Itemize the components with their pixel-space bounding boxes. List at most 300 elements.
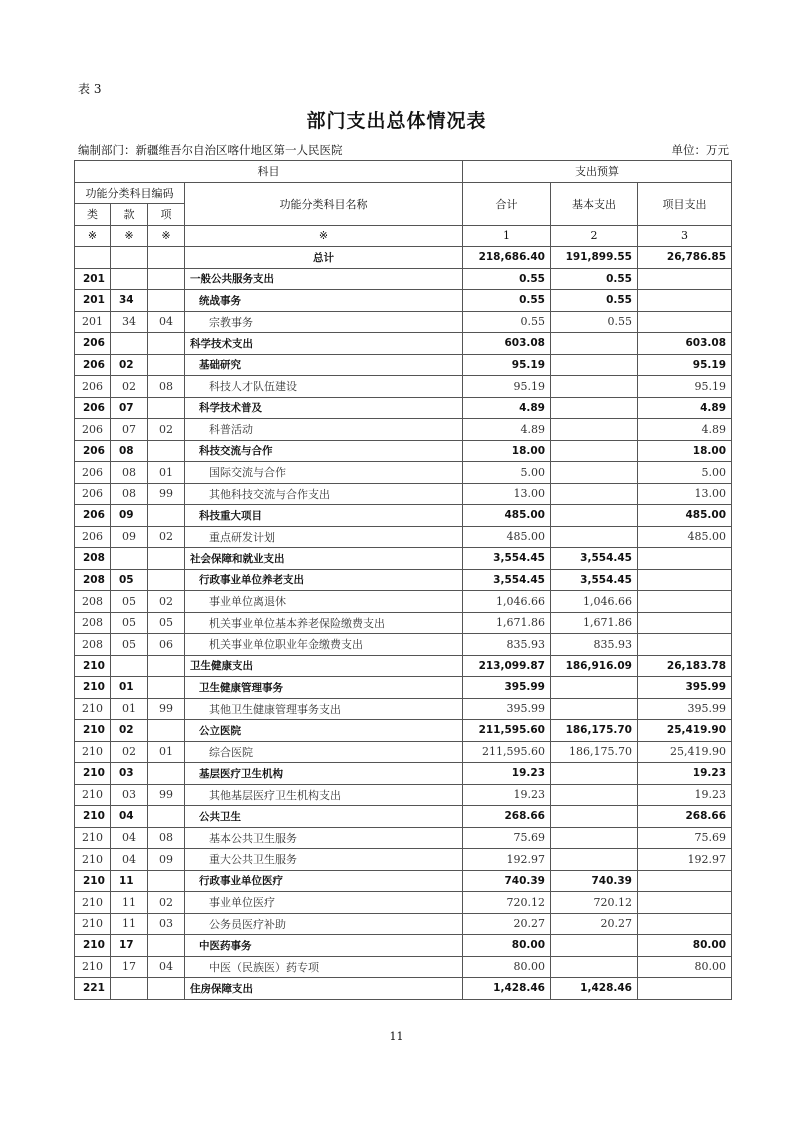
cell-total: 80.00: [463, 956, 551, 978]
cell-project: [638, 913, 732, 935]
org-label: 编制部门：新疆维吾尔自治区喀什地区第一人民医院: [78, 143, 343, 157]
cell-basic: [551, 505, 638, 527]
cell-total: 1,428.46: [463, 978, 551, 1000]
cell-basic: 720.12: [551, 892, 638, 914]
cell-total: 192.97: [463, 849, 551, 871]
cell-kuan: 11: [111, 892, 148, 914]
cell-lei: 210: [75, 677, 111, 699]
cell-basic: [551, 462, 638, 484]
cell-lei: 208: [75, 612, 111, 634]
cell-lei: 206: [75, 526, 111, 548]
cell-xiang: [148, 333, 185, 355]
cell-name: 中医（民族医）药专项: [185, 956, 463, 978]
total-row: [75, 247, 732, 269]
table-row: [75, 677, 732, 699]
cell-basic: 1,671.86: [551, 612, 638, 634]
cell-lei: 208: [75, 569, 111, 591]
cell-project: 4.89: [638, 419, 732, 441]
cell-xiang: [148, 569, 185, 591]
cell-basic: 740.39: [551, 870, 638, 892]
cell-xiang: [148, 655, 185, 677]
cell-lei: 210: [75, 698, 111, 720]
table-row: [75, 483, 732, 505]
cell-lei: 206: [75, 354, 111, 376]
cell-lei: 210: [75, 655, 111, 677]
cell-project: [638, 311, 732, 333]
header-index-3: 3: [638, 225, 732, 247]
cell-lei: 206: [75, 505, 111, 527]
cell-project: 485.00: [638, 526, 732, 548]
cell-lei: 208: [75, 591, 111, 613]
cell-name: 事业单位离退休: [185, 591, 463, 613]
cell-basic: [551, 376, 638, 398]
cell-project: 485.00: [638, 505, 732, 527]
table-row: [75, 290, 732, 312]
cell-xiang: [148, 397, 185, 419]
header-code-group: 功能分类科目编码: [75, 182, 185, 204]
cell-basic: 186,916.09: [551, 655, 638, 677]
cell-project: 395.99: [638, 677, 732, 699]
cell-xiang: 02: [148, 892, 185, 914]
cell-basic: 1,428.46: [551, 978, 638, 1000]
cell-name: 宗教事务: [185, 311, 463, 333]
table-row: [75, 505, 732, 527]
cell-kuan: 34: [111, 290, 148, 312]
cell-name: 科普活动: [185, 419, 463, 441]
cell-project: 80.00: [638, 935, 732, 957]
cell-lei: 206: [75, 440, 111, 462]
cell-total: 211,595.60: [463, 720, 551, 742]
cell-project: 4.89: [638, 397, 732, 419]
cell-total: 3,554.45: [463, 569, 551, 591]
cell-project: 80.00: [638, 956, 732, 978]
cell-kuan: 03: [111, 763, 148, 785]
total-label: 总计: [185, 247, 463, 269]
cell-total: 4.89: [463, 419, 551, 441]
cell-name: 社会保障和就业支出: [185, 548, 463, 570]
cell-kuan: 04: [111, 827, 148, 849]
table-tag: 表 3: [78, 82, 102, 96]
cell-total: 0.55: [463, 290, 551, 312]
cell-name: 公立医院: [185, 720, 463, 742]
cell-kuan: 07: [111, 419, 148, 441]
cell-kuan: [111, 548, 148, 570]
cell-kuan: 11: [111, 870, 148, 892]
cell-basic: 186,175.70: [551, 720, 638, 742]
cell-lei: 210: [75, 741, 111, 763]
cell-total: 3,554.45: [463, 548, 551, 570]
header-lei: 类: [75, 204, 111, 226]
cell-kuan: 05: [111, 591, 148, 613]
cell-kuan: 02: [111, 376, 148, 398]
table-row: [75, 720, 732, 742]
cell-lei: 210: [75, 720, 111, 742]
cell-basic: [551, 849, 638, 871]
cell-lei: 208: [75, 548, 111, 570]
cell-project: 95.19: [638, 376, 732, 398]
cell-total: 740.39: [463, 870, 551, 892]
cell-basic: [551, 935, 638, 957]
cell-kuan: 04: [111, 806, 148, 828]
cell-xiang: [148, 870, 185, 892]
cell-basic: [551, 677, 638, 699]
cell-kuan: 08: [111, 483, 148, 505]
cell-xiang: 04: [148, 956, 185, 978]
cell-xiang: [148, 720, 185, 742]
cell-lei: 210: [75, 935, 111, 957]
cell-basic: [551, 333, 638, 355]
cell-total: 485.00: [463, 505, 551, 527]
cell-kuan: 08: [111, 440, 148, 462]
cell-total: 720.12: [463, 892, 551, 914]
cell-name: 一般公共服务支出: [185, 268, 463, 290]
cell-xiang: 08: [148, 827, 185, 849]
cell-name: 公务员医疗补助: [185, 913, 463, 935]
cell-basic: [551, 354, 638, 376]
cell-name: 卫生健康管理事务: [185, 677, 463, 699]
cell-project: 5.00: [638, 462, 732, 484]
table-row: [75, 892, 732, 914]
table-row: [75, 784, 732, 806]
cell-xiang: [148, 268, 185, 290]
cell-kuan: 02: [111, 354, 148, 376]
cell-project: 95.19: [638, 354, 732, 376]
cell-name: 科技交流与合作: [185, 440, 463, 462]
table-row: [75, 698, 732, 720]
cell-name: 中医药事务: [185, 935, 463, 957]
cell-project: 26,183.78: [638, 655, 732, 677]
table-row: [75, 311, 732, 333]
header-mark: ※: [111, 225, 148, 247]
header-mark: ※: [75, 225, 111, 247]
cell-project: 75.69: [638, 827, 732, 849]
cell-lei: 206: [75, 483, 111, 505]
cell-xiang: [148, 548, 185, 570]
cell-project: 19.23: [638, 784, 732, 806]
cell-basic: [551, 440, 638, 462]
cell-name: 基本公共卫生服务: [185, 827, 463, 849]
cell-kuan: 02: [111, 741, 148, 763]
cell-name: 基层医疗卫生机构: [185, 763, 463, 785]
table-row: [75, 978, 732, 1000]
table-row: [75, 569, 732, 591]
cell-kuan: 09: [111, 526, 148, 548]
table-row: [75, 376, 732, 398]
cell-lei: 210: [75, 806, 111, 828]
cell-lei: 201: [75, 311, 111, 333]
header-project: 项目支出: [638, 182, 732, 225]
cell-project: [638, 290, 732, 312]
cell-basic: 1,046.66: [551, 591, 638, 613]
cell-name: 科学技术普及: [185, 397, 463, 419]
cell-xiang: [148, 354, 185, 376]
cell-xiang: [148, 763, 185, 785]
cell-kuan: 03: [111, 784, 148, 806]
header-subject: 科目: [75, 161, 463, 183]
total-basic: 191,899.55: [551, 247, 638, 269]
cell-project: [638, 634, 732, 656]
cell-xiang: 02: [148, 526, 185, 548]
cell-name: 基础研究: [185, 354, 463, 376]
cell-basic: [551, 784, 638, 806]
cell-project: [638, 892, 732, 914]
cell-project: [638, 569, 732, 591]
cell-total: 1,046.66: [463, 591, 551, 613]
cell-total: 20.27: [463, 913, 551, 935]
cell-name: 事业单位医疗: [185, 892, 463, 914]
table-row: [75, 956, 732, 978]
header-budget: 支出预算: [463, 161, 732, 183]
cell-xiang: [148, 935, 185, 957]
table-row: [75, 268, 732, 290]
cell-xiang: [148, 290, 185, 312]
cell-total: 75.69: [463, 827, 551, 849]
cell-lei: 210: [75, 827, 111, 849]
cell-name: 行政事业单位医疗: [185, 870, 463, 892]
cell-total: 1,671.86: [463, 612, 551, 634]
cell-name: 住房保障支出: [185, 978, 463, 1000]
table-row: [75, 827, 732, 849]
cell-kuan: 05: [111, 634, 148, 656]
cell-name: 重点研发计划: [185, 526, 463, 548]
cell-xiang: 01: [148, 462, 185, 484]
cell-lei: 201: [75, 290, 111, 312]
cell-total: 4.89: [463, 397, 551, 419]
cell-name: 行政事业单位养老支出: [185, 569, 463, 591]
cell-name: 重大公共卫生服务: [185, 849, 463, 871]
cell-total: 395.99: [463, 677, 551, 699]
cell-total: 0.55: [463, 311, 551, 333]
cell-total: 485.00: [463, 526, 551, 548]
cell-kuan: 05: [111, 612, 148, 634]
cell-lei: 208: [75, 634, 111, 656]
cell-xiang: 01: [148, 741, 185, 763]
table-row: [75, 806, 732, 828]
cell-xiang: 04: [148, 311, 185, 333]
cell-total: 80.00: [463, 935, 551, 957]
header-mark: ※: [185, 225, 463, 247]
cell-xiang: 08: [148, 376, 185, 398]
cell-lei: 210: [75, 784, 111, 806]
table-row: [75, 354, 732, 376]
table-row: [75, 634, 732, 656]
cell-basic: [551, 483, 638, 505]
cell-basic: 0.55: [551, 311, 638, 333]
unit-label: 单位：万元: [671, 143, 729, 157]
cell-project: 18.00: [638, 440, 732, 462]
cell-kuan: 17: [111, 935, 148, 957]
cell-xiang: [148, 440, 185, 462]
cell-project: 13.00: [638, 483, 732, 505]
cell-total: 835.93: [463, 634, 551, 656]
cell-lei: 210: [75, 870, 111, 892]
cell-name: 其他科技交流与合作支出: [185, 483, 463, 505]
cell-project: 603.08: [638, 333, 732, 355]
header-mark: ※: [148, 225, 185, 247]
cell-total: 95.19: [463, 376, 551, 398]
cell-xiang: 99: [148, 784, 185, 806]
cell-name: 科技重大项目: [185, 505, 463, 527]
cell-name: 国际交流与合作: [185, 462, 463, 484]
table-row: [75, 333, 732, 355]
cell-kuan: 17: [111, 956, 148, 978]
header-name: 功能分类科目名称: [185, 182, 463, 225]
cell-total: 5.00: [463, 462, 551, 484]
cell-total: 268.66: [463, 806, 551, 828]
cell-kuan: 09: [111, 505, 148, 527]
cell-basic: 3,554.45: [551, 569, 638, 591]
cell-xiang: [148, 677, 185, 699]
cell-kuan: 01: [111, 698, 148, 720]
cell-project: 19.23: [638, 763, 732, 785]
cell-xiang: 03: [148, 913, 185, 935]
cell-basic: [551, 827, 638, 849]
cell-name: 机关事业单位职业年金缴费支出: [185, 634, 463, 656]
cell-xiang: 09: [148, 849, 185, 871]
cell-name: 其他基层医疗卫生机构支出: [185, 784, 463, 806]
cell-project: 395.99: [638, 698, 732, 720]
table-row: [75, 548, 732, 570]
cell-kuan: 05: [111, 569, 148, 591]
cell-xiang: 99: [148, 698, 185, 720]
cell-project: [638, 268, 732, 290]
cell-total: 603.08: [463, 333, 551, 355]
cell-total: 95.19: [463, 354, 551, 376]
cell-basic: 20.27: [551, 913, 638, 935]
cell-lei: 206: [75, 333, 111, 355]
cell-lei: 221: [75, 978, 111, 1000]
cell-kuan: [111, 268, 148, 290]
total-amount: 218,686.40: [463, 247, 551, 269]
cell-project: 25,419.90: [638, 720, 732, 742]
table-row: [75, 935, 732, 957]
total-project: 26,786.85: [638, 247, 732, 269]
cell-name: 卫生健康支出: [185, 655, 463, 677]
expenditure-table: [74, 160, 732, 1000]
cell-total: 213,099.87: [463, 655, 551, 677]
cell-total: 0.55: [463, 268, 551, 290]
cell-xiang: 06: [148, 634, 185, 656]
header-total: 合计: [463, 182, 551, 225]
cell-basic: 835.93: [551, 634, 638, 656]
cell-project: [638, 591, 732, 613]
page-number: 11: [389, 1030, 404, 1043]
cell-name: 综合医院: [185, 741, 463, 763]
cell-basic: [551, 956, 638, 978]
cell-total: 18.00: [463, 440, 551, 462]
cell-lei: 210: [75, 763, 111, 785]
cell-basic: [551, 698, 638, 720]
cell-lei: 201: [75, 268, 111, 290]
header-xiang: 项: [148, 204, 185, 226]
cell-xiang: [148, 505, 185, 527]
cell-xiang: 99: [148, 483, 185, 505]
cell-kuan: 11: [111, 913, 148, 935]
cell-basic: [551, 806, 638, 828]
cell-xiang: 02: [148, 591, 185, 613]
table-row: [75, 591, 732, 613]
cell-kuan: 01: [111, 677, 148, 699]
cell-lei: 206: [75, 397, 111, 419]
cell-lei: 206: [75, 462, 111, 484]
table-row: [75, 849, 732, 871]
table-row: [75, 526, 732, 548]
cell-kuan: 08: [111, 462, 148, 484]
cell-name: 科学技术支出: [185, 333, 463, 355]
cell-basic: [551, 397, 638, 419]
cell-basic: 0.55: [551, 268, 638, 290]
table-row: [75, 419, 732, 441]
cell-lei: 210: [75, 913, 111, 935]
page-title: 部门支出总体情况表: [306, 110, 487, 132]
cell-name: 公共卫生: [185, 806, 463, 828]
table-row: [75, 655, 732, 677]
cell-name: 科技人才队伍建设: [185, 376, 463, 398]
cell-total: 211,595.60: [463, 741, 551, 763]
cell-name: 统战事务: [185, 290, 463, 312]
table-row: [75, 397, 732, 419]
cell-xiang: [148, 978, 185, 1000]
table-row: [75, 870, 732, 892]
cell-lei: 210: [75, 956, 111, 978]
cell-kuan: [111, 333, 148, 355]
cell-xiang: [148, 806, 185, 828]
cell-lei: 206: [75, 419, 111, 441]
header-index-1: 1: [463, 225, 551, 247]
cell-project: [638, 612, 732, 634]
header-kuan: 款: [111, 204, 148, 226]
cell-name: 其他卫生健康管理事务支出: [185, 698, 463, 720]
table-row: [75, 440, 732, 462]
cell-xiang: 02: [148, 419, 185, 441]
cell-total: 19.23: [463, 784, 551, 806]
cell-basic: 0.55: [551, 290, 638, 312]
header-basic: 基本支出: [551, 182, 638, 225]
cell-project: [638, 870, 732, 892]
cell-kuan: [111, 978, 148, 1000]
header-index-2: 2: [551, 225, 638, 247]
cell-project: 25,419.90: [638, 741, 732, 763]
cell-name: 机关事业单位基本养老保险缴费支出: [185, 612, 463, 634]
cell-kuan: 04: [111, 849, 148, 871]
cell-project: 192.97: [638, 849, 732, 871]
cell-basic: [551, 419, 638, 441]
table-row: [75, 741, 732, 763]
cell-kuan: 02: [111, 720, 148, 742]
table-row: [75, 612, 732, 634]
cell-basic: [551, 526, 638, 548]
table-row: [75, 763, 732, 785]
cell-lei: 210: [75, 892, 111, 914]
cell-project: 268.66: [638, 806, 732, 828]
cell-kuan: 07: [111, 397, 148, 419]
cell-project: [638, 548, 732, 570]
cell-basic: 3,554.45: [551, 548, 638, 570]
cell-basic: [551, 763, 638, 785]
cell-total: 395.99: [463, 698, 551, 720]
cell-total: 13.00: [463, 483, 551, 505]
cell-total: 19.23: [463, 763, 551, 785]
cell-lei: 206: [75, 376, 111, 398]
table-row: [75, 462, 732, 484]
cell-project: [638, 978, 732, 1000]
cell-kuan: [111, 655, 148, 677]
cell-basic: 186,175.70: [551, 741, 638, 763]
cell-lei: 210: [75, 849, 111, 871]
table-row: [75, 913, 732, 935]
cell-xiang: 05: [148, 612, 185, 634]
cell-kuan: 34: [111, 311, 148, 333]
